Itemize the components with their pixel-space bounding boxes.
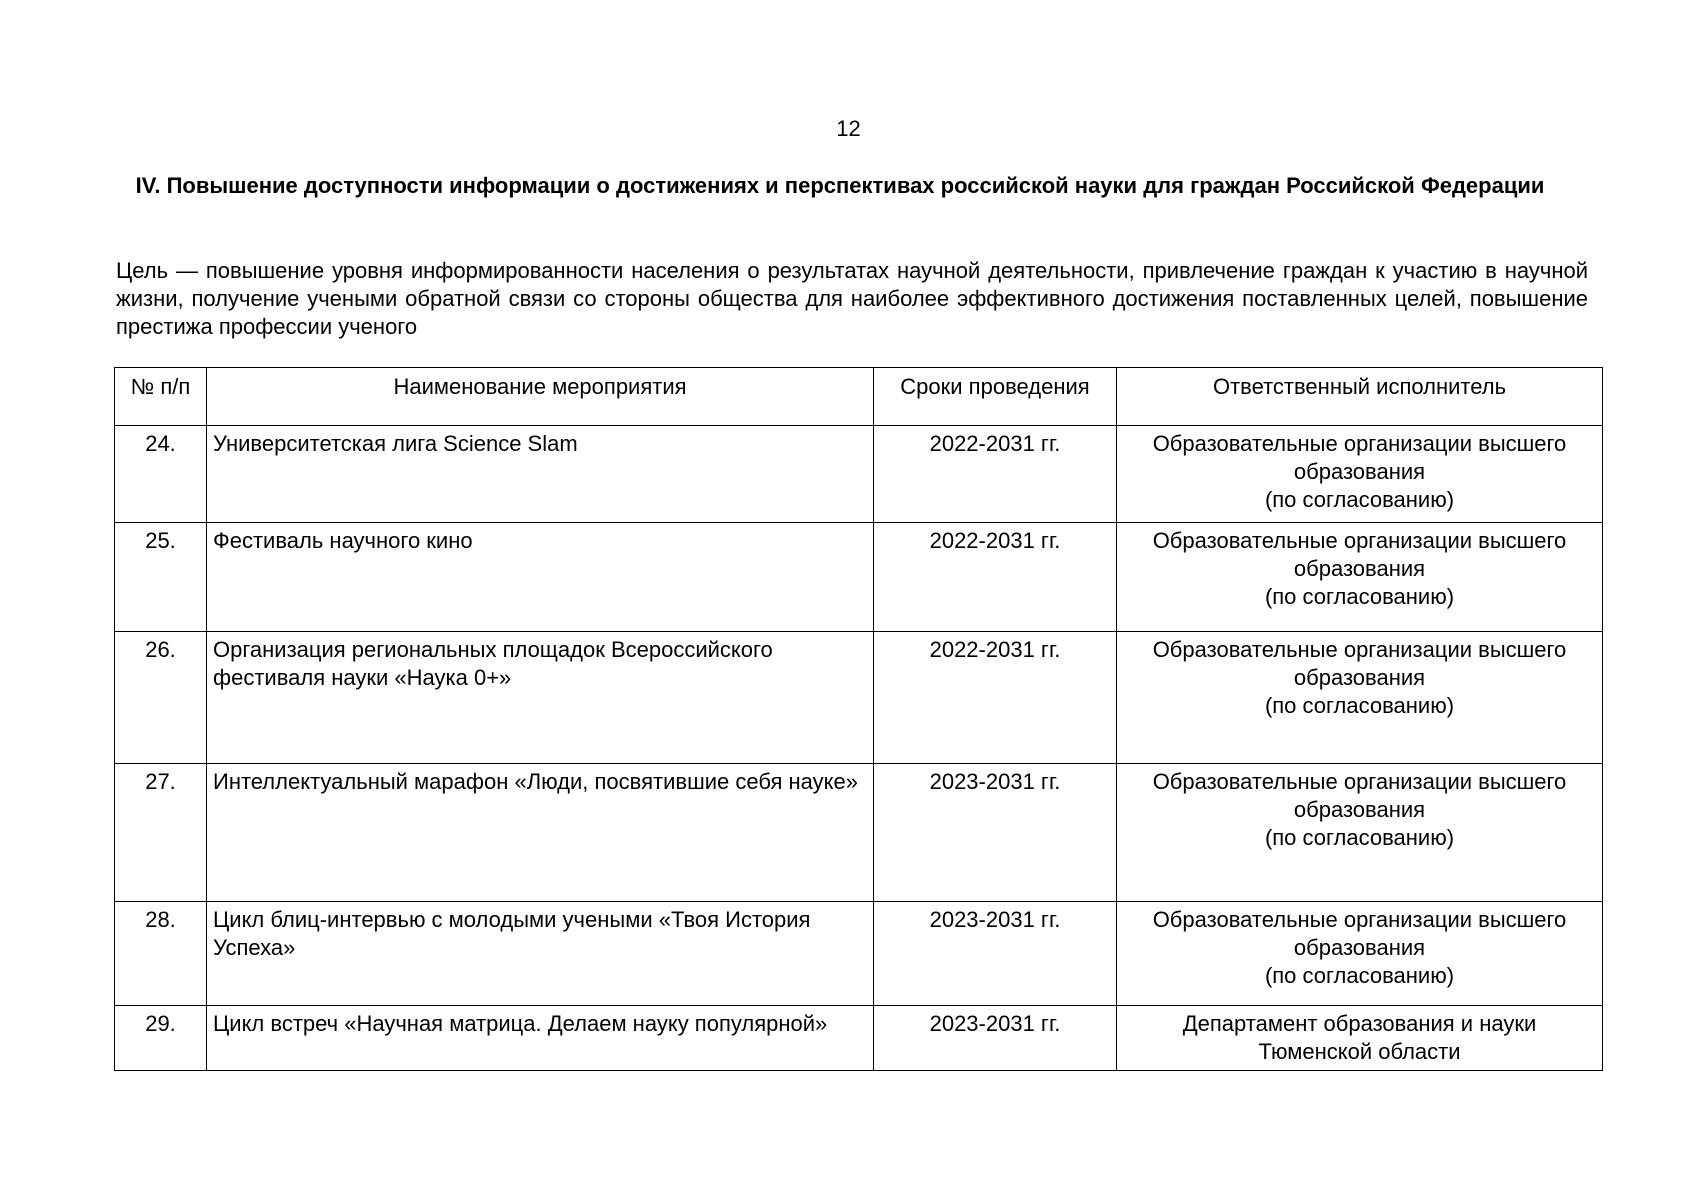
header-name: Наименование мероприятия bbox=[207, 368, 874, 426]
row-name: Университетская лига Science Slam bbox=[207, 426, 874, 523]
row-num: 27. bbox=[115, 764, 207, 902]
row-name: Организация региональных площадок Всероссийского фестиваля науки «Наука 0+» bbox=[207, 632, 874, 764]
goal-paragraph: Цель — повышение уровня информированности населения о результатах научной деятельности, привлечение граждан к участию в научной жизни, получение учеными обратной связи со стороны общества для наиболее эффективного достижения поставленных целей, повышение престижа профессии ученого bbox=[116, 258, 1588, 339]
row-num: 28. bbox=[115, 902, 207, 1006]
row-num: 24. bbox=[115, 426, 207, 523]
row-num: 29. bbox=[115, 1006, 207, 1071]
row-term: 2022-2031 гг. bbox=[874, 426, 1117, 523]
responsible-org: Образовательные организации высшего образования bbox=[1152, 528, 1567, 581]
row-num: 26. bbox=[115, 632, 207, 764]
responsible-note: (по согласованию) bbox=[1264, 487, 1455, 512]
row-responsible bbox=[1117, 632, 1603, 764]
responsible-note: (по согласованию) bbox=[1264, 693, 1455, 718]
page-number: 12 bbox=[836, 116, 861, 141]
responsible-note: (по согласованию) bbox=[1264, 963, 1455, 988]
responsible-org: Образовательные организации высшего образования bbox=[1152, 907, 1567, 960]
row-responsible bbox=[1117, 764, 1603, 902]
table-row bbox=[115, 764, 1603, 902]
row-name: Фестиваль научного кино bbox=[207, 523, 874, 632]
section-title: IV. Повышение доступности информации о достижениях и перспективах российской науки для граждан Российской Федерации bbox=[135, 173, 1545, 198]
row-name: Цикл встреч «Научная матрица. Делаем науку популярной» bbox=[207, 1006, 874, 1071]
row-responsible bbox=[1117, 902, 1603, 1006]
row-term: 2023-2031 гг. bbox=[874, 764, 1117, 902]
responsible-org: Образовательные организации высшего образования bbox=[1152, 637, 1567, 690]
responsible-org: Образовательные организации высшего образования bbox=[1152, 769, 1567, 822]
responsible-note: (по согласованию) bbox=[1264, 825, 1455, 850]
header-num: № п/п bbox=[115, 368, 207, 426]
row-name: Интеллектуальный марафон «Люди, посвятившие себя науке» bbox=[207, 764, 874, 902]
row-responsible bbox=[1117, 523, 1603, 632]
table-row bbox=[115, 523, 1603, 632]
row-responsible bbox=[1117, 426, 1603, 523]
table-header-row bbox=[115, 368, 1603, 426]
table-row bbox=[115, 632, 1603, 764]
row-term: 2023-2031 гг. bbox=[874, 902, 1117, 1006]
row-num: 25. bbox=[115, 523, 207, 632]
row-name: Цикл блиц-интервью с молодыми учеными «Твоя История Успеха» bbox=[207, 902, 874, 1006]
responsible-org: Образовательные организации высшего образования bbox=[1152, 431, 1567, 484]
table-row bbox=[115, 426, 1603, 523]
responsible-note: (по согласованию) bbox=[1264, 584, 1455, 609]
header-term: Сроки проведения bbox=[874, 368, 1117, 426]
events-table bbox=[114, 367, 1603, 1071]
row-responsible bbox=[1117, 1006, 1603, 1071]
table-row bbox=[115, 1006, 1603, 1071]
row-term: 2023-2031 гг. bbox=[874, 1006, 1117, 1071]
row-term: 2022-2031 гг. bbox=[874, 523, 1117, 632]
table-row bbox=[115, 902, 1603, 1006]
responsible-org: Департамент образования и науки Тюменской области bbox=[1182, 1011, 1537, 1064]
row-term: 2022-2031 гг. bbox=[874, 632, 1117, 764]
header-responsible: Ответственный исполнитель bbox=[1117, 368, 1603, 426]
